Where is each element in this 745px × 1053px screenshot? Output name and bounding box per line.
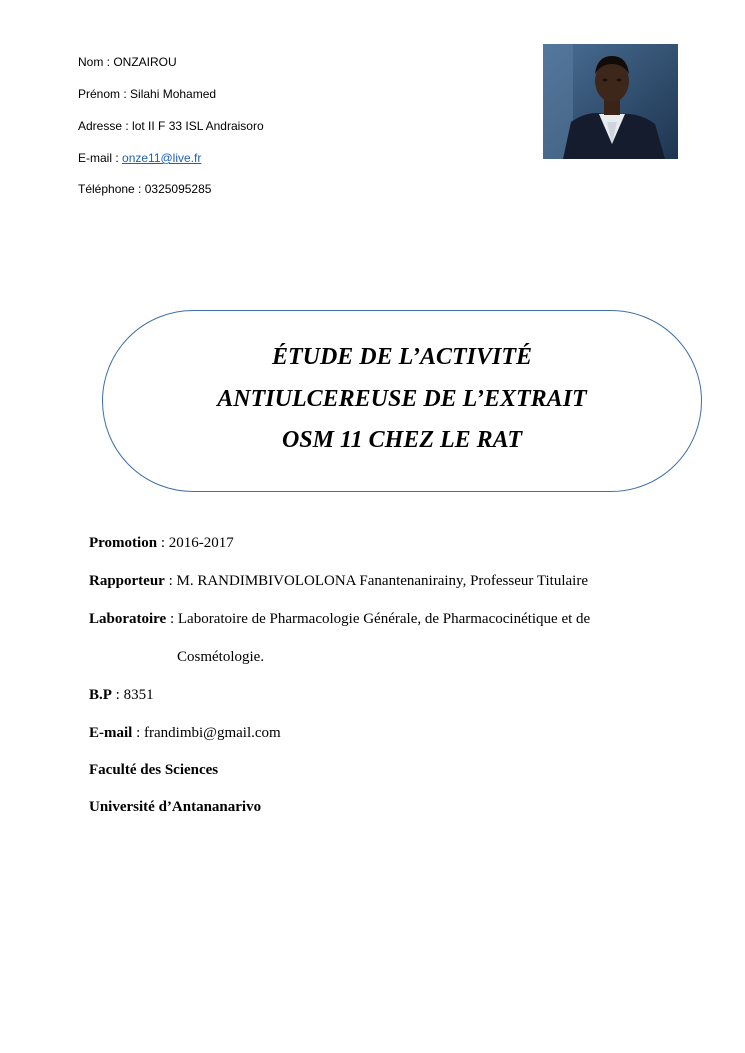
contact-nom: Nom : ONZAIROU (78, 55, 177, 69)
info-faculte: Faculté des Sciences (89, 762, 219, 778)
contact-adresse: Adresse : lot II F 33 ISL Andraisoro (78, 119, 264, 133)
contact-email (78, 151, 201, 165)
contact-telephone: Téléphone : 0325095285 (78, 182, 212, 196)
bp-value: : 8351 (111, 687, 154, 703)
laboratoire-value: : Laboratoire de Pharmacologie Générale, de Pharmacocinétique et de (166, 611, 591, 627)
info-laboratoire-cont: Cosmétologie. (177, 649, 265, 665)
email-label: E-mail (89, 725, 133, 741)
info-email (89, 724, 281, 742)
contact-prenom: Prénom : Silahi Mohamed (78, 87, 217, 101)
contact-email-label: E-mail : (78, 151, 123, 165)
email-value: : frandimbi@gmail.com (132, 725, 281, 741)
rapporteur-value: : M. RANDIMBIVOLOLONA Fanantenanirainy, Professeur Titulaire (164, 573, 588, 589)
info-rapporteur (89, 572, 588, 590)
portrait-photo (543, 44, 678, 159)
info-universite: Université d’Antananarivo (89, 799, 262, 815)
info-bp (89, 686, 154, 704)
contact-email-link[interactable]: onze11@live.fr (122, 151, 202, 165)
portrait-illustration (543, 44, 678, 159)
title-line-2: ANTIULCEREUSE DE L’EXTRAIT (217, 386, 587, 412)
laboratoire-label: Laboratoire (89, 611, 167, 627)
info-laboratoire (89, 610, 590, 628)
bp-label: B.P (89, 687, 112, 703)
rapporteur-label: Rapporteur (89, 573, 165, 589)
promotion-label: Promotion (89, 535, 158, 551)
promotion-value: : 2016-2017 (157, 535, 234, 551)
title-line-1: ÉTUDE DE L’ACTIVITÉ (271, 344, 533, 370)
info-promotion (89, 534, 234, 552)
title-line-3: OSM 11 CHEZ LE RAT (281, 427, 523, 453)
